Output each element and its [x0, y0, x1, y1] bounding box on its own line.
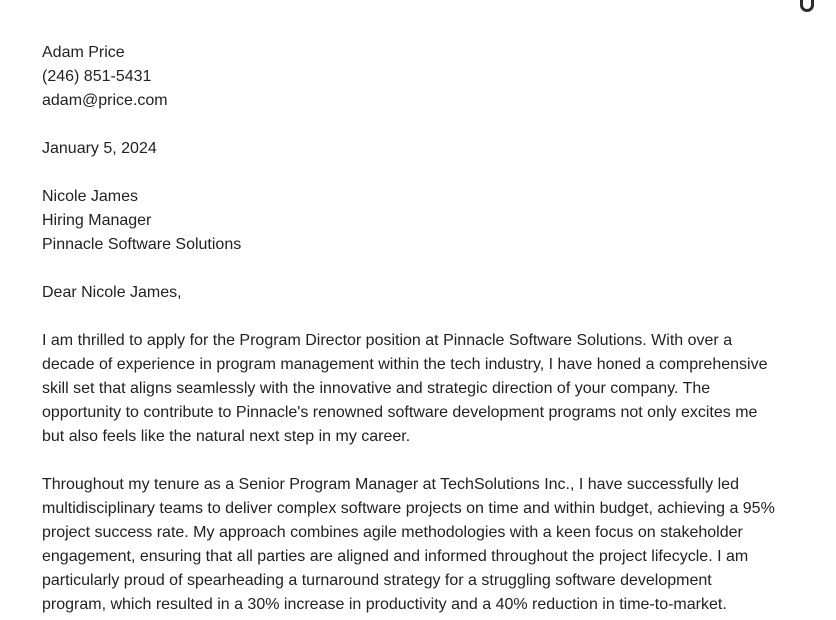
sender-email: adam@price.com	[42, 92, 168, 109]
recipient-block	[42, 185, 802, 257]
paragraph-experience	[42, 473, 794, 617]
paragraph-line: particularly proud of spearheading a turnaround strategy for a struggling software development	[42, 572, 712, 589]
recipient-name: Nicole James	[42, 188, 139, 205]
paragraph-line: engagement, ensuring that all parties are aligned and informed throughout the project lifecycle. I am	[42, 548, 749, 565]
paragraph-line: opportunity to contribute to Pinnacle's renowned software development programs not only excites me	[42, 404, 758, 421]
paragraph-line: Throughout my tenure as a Senior Program Manager at TechSolutions Inc., I have successfully led	[42, 476, 739, 493]
recipient-company: Pinnacle Software Solutions	[42, 236, 242, 253]
letter-date: January 5, 2024	[42, 140, 157, 157]
paragraph-line: program, which resulted in a 30% increase in productivity and a 40% reduction in time-to-market.	[42, 596, 727, 613]
paragraph-line: I am thrilled to apply for the Program Director position at Pinnacle Software Solutions. With over a	[42, 332, 733, 349]
recipient-title: Hiring Manager	[42, 212, 152, 229]
paragraph-line: but also feels like the natural next step in my career.	[42, 428, 411, 445]
sender-name: Adam Price	[42, 44, 125, 61]
sender-phone: (246) 851-5431	[42, 68, 152, 85]
paragraph-line: decade of experience in program management within the tech industry, I have honed a comprehensive	[42, 356, 768, 373]
greeting: Dear Nicole James,	[42, 284, 182, 301]
date-block	[42, 137, 802, 161]
paragraph-line: project success rate. My approach combines agile methodologies with a keen focus on stakeholder	[42, 524, 743, 541]
paragraph-line: multidisciplinary teams to deliver complex software projects on time and within budget, achieving a 95%	[42, 500, 775, 517]
greeting-block	[42, 281, 802, 305]
sender-block	[42, 41, 802, 113]
cover-letter	[42, 41, 802, 620]
clip-icon	[800, 0, 814, 12]
paragraph-intro	[42, 329, 794, 449]
paragraph-line: skill set that aligns seamlessly with the innovative and strategic direction of your company. The	[42, 380, 711, 397]
